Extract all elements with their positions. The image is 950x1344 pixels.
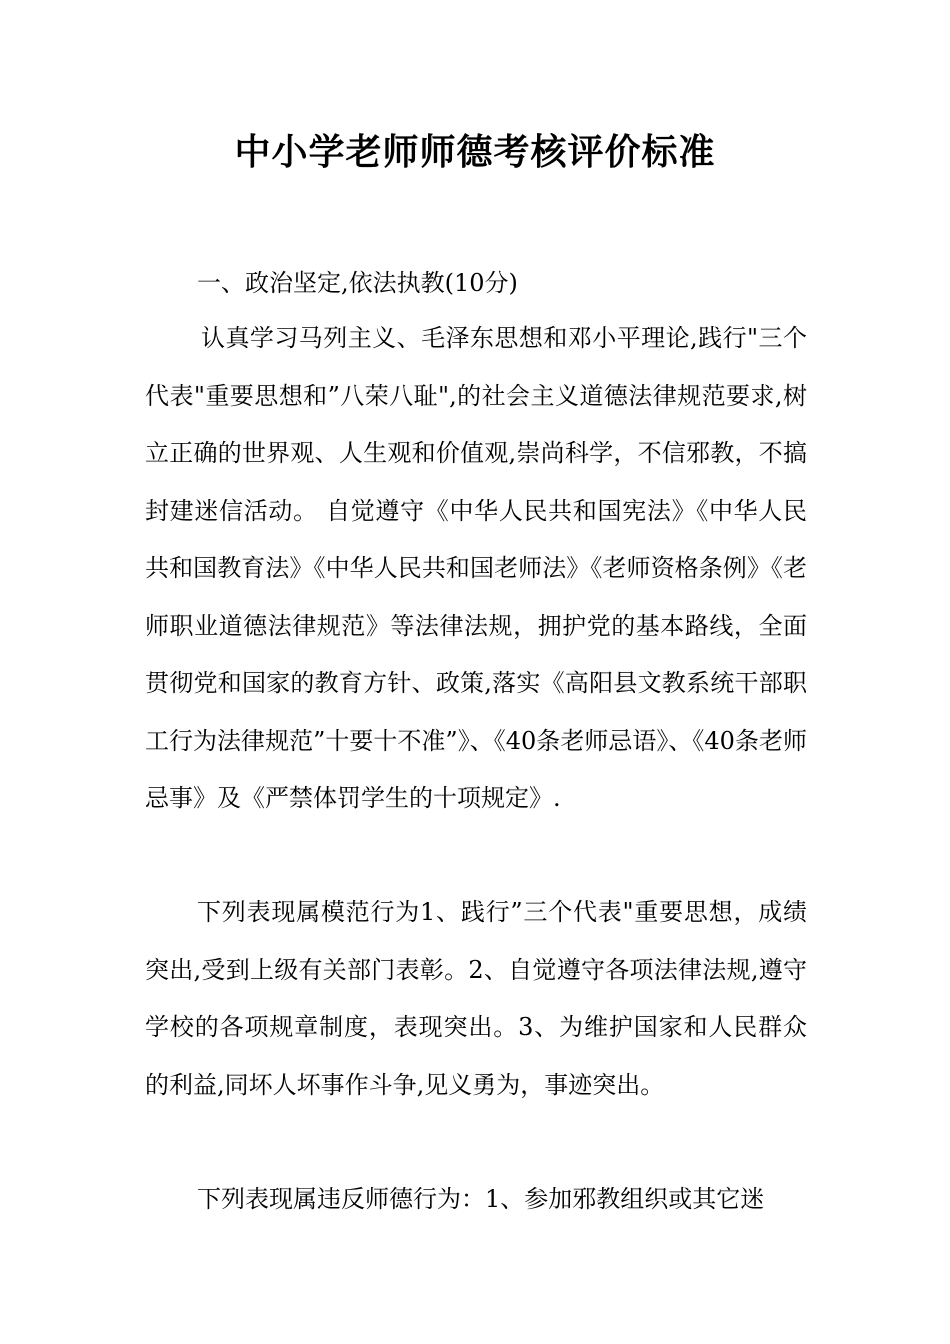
document-title: 中小学老师师德考核评价标准 xyxy=(234,131,716,173)
section-heading: 一、政治坚定,依法执教(10分) xyxy=(197,269,518,297)
paragraph-model-behavior: 下列表现属模范行为1、践行”三个代表"重要思想，成绩突出,受到上级有关部门表彰。2、自觉遵守各项法律法规,遵守学校的各项规章制度，表现突出。3、为维护国家和人民群众的利益,同坏人坏事作斗争,见义勇为，事迹突出。 xyxy=(145,898,807,1099)
paragraph-violation-behavior: 下列表现属违反师德行为：1、参加邪教组织或其它迷 xyxy=(197,1185,765,1213)
paragraph-requirements: 认真学习马列主义、毛泽东思想和邓小平理论,践行"三个代表"重要思想和”八荣八耻",的社会主义道德法律规范要求,树立正确的世界观、人生观和价值观,崇尚科学，不信邪教，不搞封建迷信活动。 自觉遵守《中华人民共和国宪法》《中华人民共和国教育法》《中华人民共和国老师法》《老师资格条例》《老师职业道德法律规范》等法律法规，拥护党的基本路线，全面贯彻党和国家的教育方针、政策,落实《高阳县文教系统干部职工行为法律规范”十要十不准”》、《40条老师忌语》、《40条老师忌事》及《严禁体罚学生的十项规定》. xyxy=(145,324,807,812)
